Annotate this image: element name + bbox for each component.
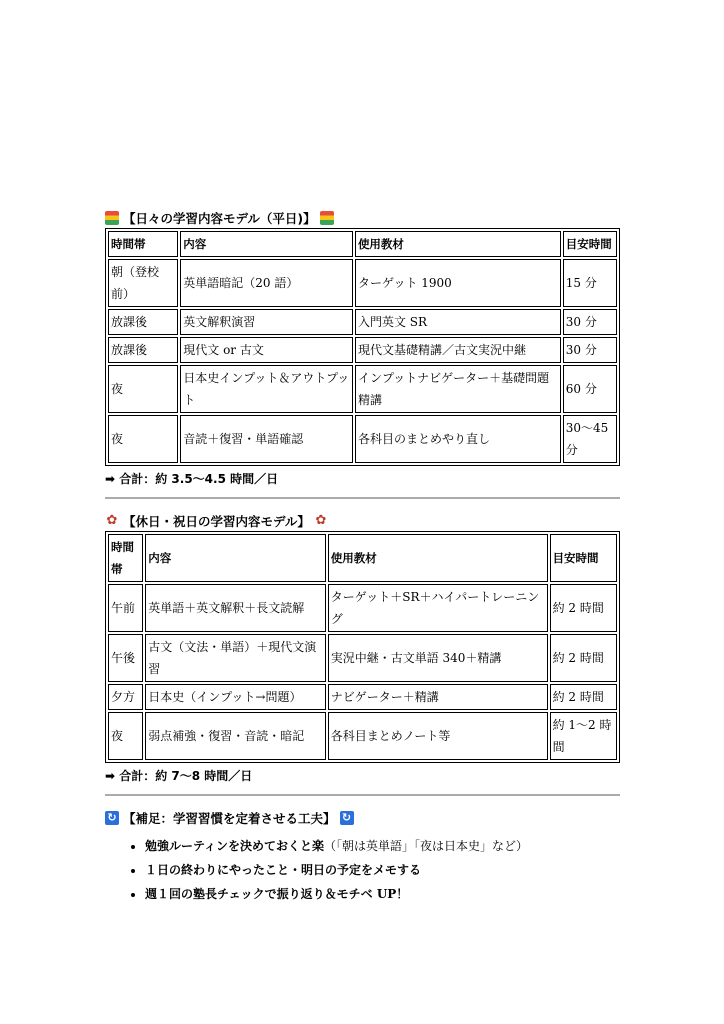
book-icon [320,211,334,225]
cycle-icon: ↻ [340,811,354,825]
header-cell: 使用教材 [328,534,548,582]
table-row [108,309,617,335]
holiday-total: ➡ 合計：約 7～8 時間／日 [105,769,253,783]
content-cell: 現代文 or 古文 [180,337,353,363]
material-cell: ターゲット 1900 [355,259,561,307]
table-row [108,365,617,413]
tip-text: 勉強ルーティンを決めておくと楽 [145,839,325,853]
duration-cell: 15 分 [563,259,617,307]
material-cell: 各科目まとめノート等 [328,712,548,760]
time-cell: 夜 [108,712,143,760]
tip-text: 週１回の塾長チェックで振り返り＆モチベ UP！ [145,887,409,901]
list-item [145,858,620,882]
duration-cell: 60 分 [563,365,617,413]
content-cell: 古文（文法・単語）＋現代文演習 [145,634,325,682]
time-cell: 朝（登校前） [108,259,178,307]
divider [105,794,620,796]
material-cell: 入門英文 SR [355,309,561,335]
document-body [105,208,620,906]
time-cell: 放課後 [108,309,178,335]
book-icon [105,211,119,225]
list-item [145,834,620,858]
weekday-heading [105,208,620,228]
content-cell: 日本史インプット＆アウトプット [180,365,353,413]
table-row [108,634,617,682]
flower-icon: ✿ [106,513,118,528]
table-row [108,684,617,710]
table-header-row [108,231,617,257]
content-cell: 英単語＋英文解釈＋長文読解 [145,584,325,632]
tips-heading [105,808,620,828]
holiday-title: 【休日・祝日の学習内容モデル】 [123,514,310,529]
weekday-table [105,228,620,466]
header-cell: 使用教材 [355,231,561,257]
weekday-title: 【日々の学習内容モデル（平日)】 [123,211,316,226]
duration-cell: 30～45 分 [563,415,617,463]
table-row [108,712,617,760]
duration-cell: 約 2 時間 [550,634,617,682]
table-row [108,584,617,632]
material-cell: 現代文基礎精講／古文実況中継 [355,337,561,363]
duration-cell: 約 2 時間 [550,584,617,632]
material-cell: 実況中継・古文単語 340＋精講 [328,634,548,682]
table-row [108,415,617,463]
divider [105,497,620,499]
duration-cell: 30 分 [563,337,617,363]
cycle-icon: ↻ [105,811,119,825]
time-cell: 午後 [108,634,143,682]
header-cell: 時間帯 [108,231,178,257]
content-cell: 英単語暗記（20 語） [180,259,353,307]
header-cell: 内容 [180,231,353,257]
content-cell: 弱点補強・復習・音読・暗記 [145,712,325,760]
table-row [108,259,617,307]
tip-text: １日の終わりにやったこと・明日の予定をメモする [145,863,422,877]
time-cell: 夜 [108,365,178,413]
time-cell: 放課後 [108,337,178,363]
tip-note: （「朝は英単語」「夜は日本史」など） [324,839,529,853]
tips-list [105,834,620,906]
table-row [108,337,617,363]
flower-icon: ✿ [315,513,327,528]
content-cell: 音読＋復習・単語確認 [180,415,353,463]
tips-title: 【補足：学習習慣を定着させる工夫】 [123,811,336,826]
header-cell: 目安時間 [563,231,617,257]
content-cell: 日本史（インプット→問題） [145,684,325,710]
material-cell: ナビゲーター＋精講 [328,684,548,710]
time-cell: 午前 [108,584,143,632]
material-cell: 各科目のまとめやり直し [355,415,561,463]
table-header-row [108,534,617,582]
header-cell: 目安時間 [550,534,617,582]
list-item [145,882,620,906]
duration-cell: 約 2 時間 [550,684,617,710]
header-cell: 内容 [145,534,325,582]
time-cell: 夜 [108,415,178,463]
weekday-total: ➡ 合計：約 3.5～4.5 時間／日 [105,472,279,486]
content-cell: 英文解釈演習 [180,309,353,335]
holiday-heading [105,511,620,531]
time-cell: 夕方 [108,684,143,710]
holiday-table [105,531,620,763]
material-cell: ターゲット＋SR＋ハイパートレーニング [328,584,548,632]
material-cell: インプットナビゲーター＋基礎問題精講 [355,365,561,413]
duration-cell: 約 1～2 時間 [550,712,617,760]
header-cell: 時間帯 [108,534,143,582]
duration-cell: 30 分 [563,309,617,335]
